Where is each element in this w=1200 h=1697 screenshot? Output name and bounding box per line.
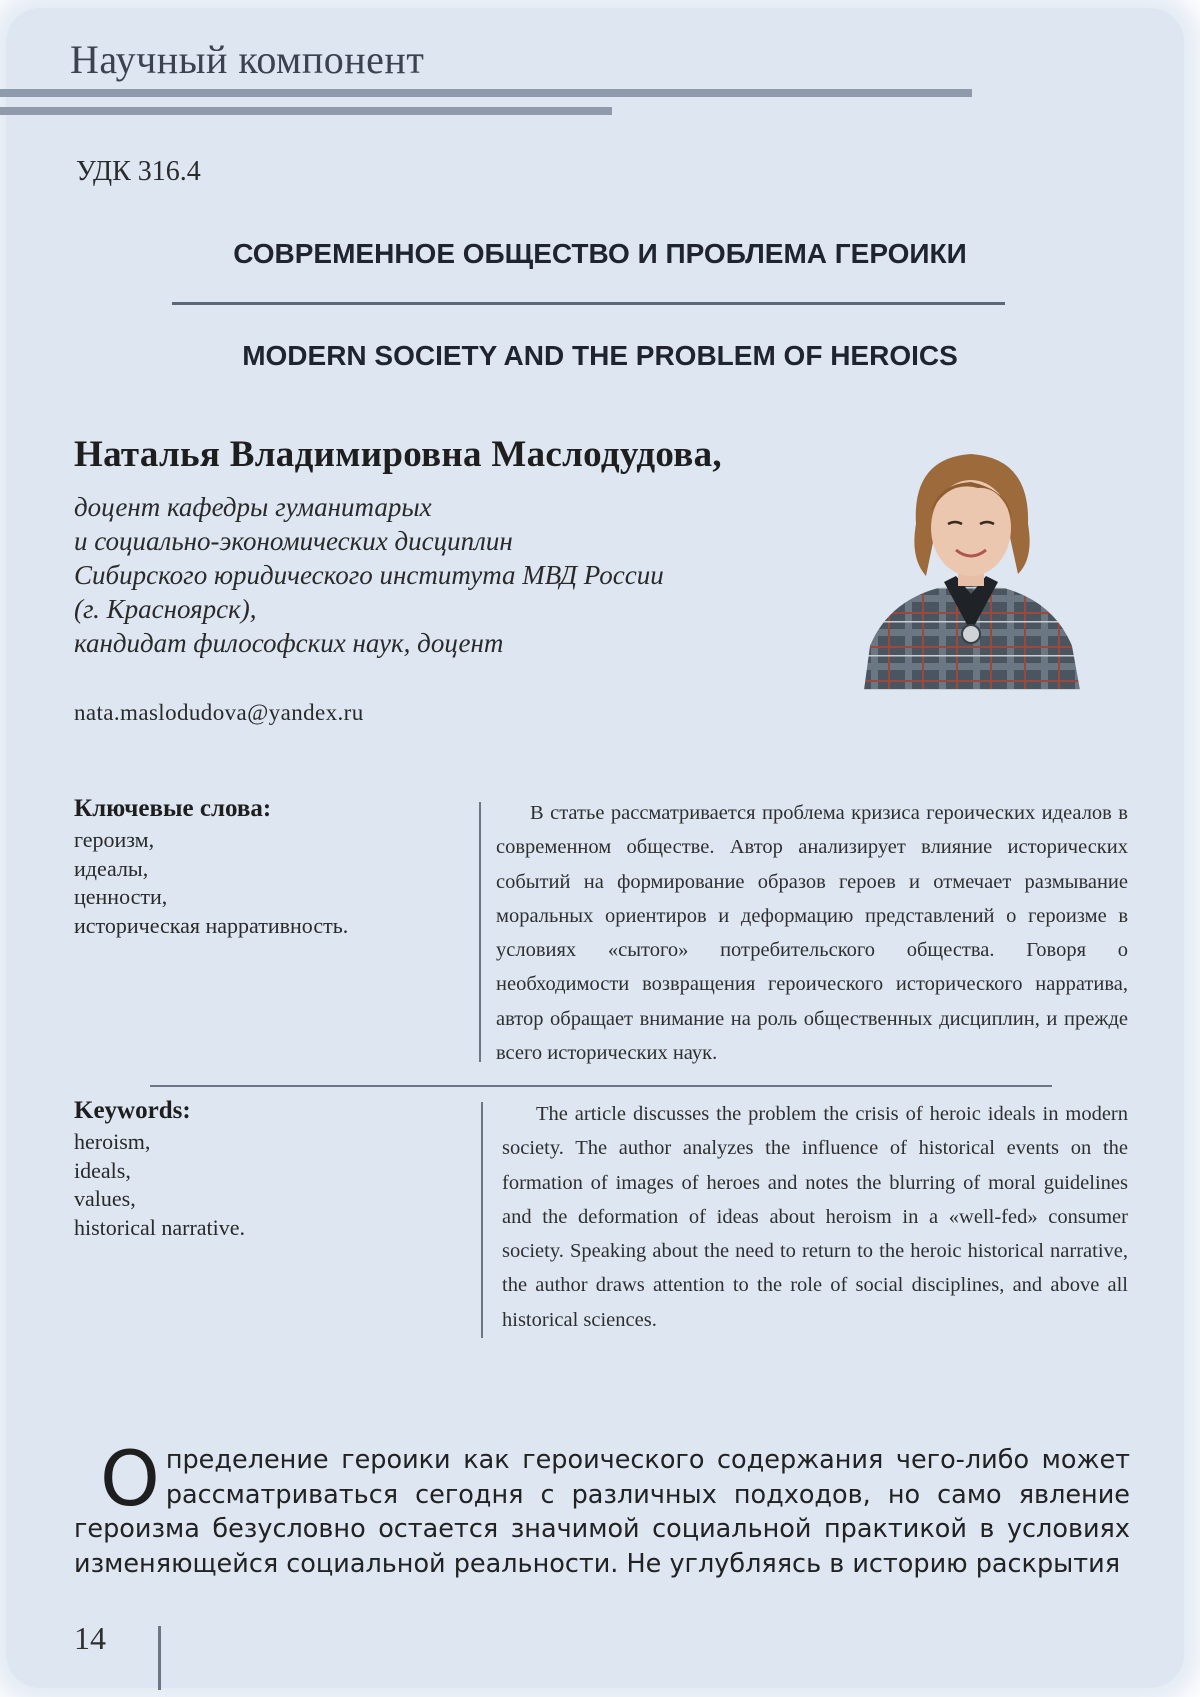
keyword-item: ценности, — [74, 883, 348, 912]
author-position — [74, 490, 664, 660]
drop-cap: О — [74, 1443, 166, 1511]
abstract-en-divider — [481, 1102, 483, 1338]
author-email: nata.maslodudova@yandex.ru — [74, 700, 364, 726]
header-bar-short — [0, 107, 612, 115]
author-name: Наталья Владимировна Маслодудова, — [74, 433, 722, 476]
keywords-ru-heading: Ключевые слова: — [74, 795, 271, 823]
journal-rubric: Научный компонент — [70, 36, 424, 83]
abstract-russian: В статье рассматривается проблема кризиса героических идеалов в современном обществе. Автор анализирует влияние исторических событий на формирование образов героев и отмечает размывание моральных ориентиров и деформацию представлений о героизме в условиях «сытого» потребительского общества. Говоря о необходимости возвращения героического исторического нарратива, автор обращает внимание на роль общественных дисциплин, и прежде всего исторических наук. — [496, 796, 1128, 1070]
author-position-line: Сибирского юридического института МВД России — [74, 558, 664, 592]
keyword-item: heroism, — [74, 1128, 245, 1157]
article-body-text: пределение героики как героического содержания чего-либо может рассматриваться сегодня с различных подходов, но само явление героизма безусловно остается значимой социальной практикой в условиях изменяющейся социальной реальности. Не углубляясь в историю раскрытия — [74, 1445, 1130, 1579]
author-position-line: (г. Красноярск), — [74, 592, 664, 626]
author-position-line: кандидат философских наук, доцент — [74, 626, 664, 660]
author-position-line: доцент кафедры гуманитарых — [74, 490, 664, 524]
udk-code: УДК 316.4 — [76, 156, 201, 188]
keyword-item: values, — [74, 1185, 245, 1214]
keywords-ru-list — [74, 826, 348, 940]
title-divider — [172, 302, 1005, 305]
section-divider — [150, 1085, 1052, 1087]
header-bar-long — [0, 89, 972, 97]
title-russian: СОВРЕМЕННОЕ ОБЩЕСТВО И ПРОБЛЕМА ГЕРОИКИ — [150, 238, 1050, 270]
page-number: 14 — [74, 1620, 106, 1657]
article-body — [74, 1443, 1130, 1581]
keyword-item: идеалы, — [74, 855, 348, 884]
keywords-en-list — [74, 1128, 245, 1242]
page-number-divider — [158, 1626, 161, 1690]
keyword-item: героизм, — [74, 826, 348, 855]
keywords-en-heading: Keywords: — [74, 1097, 191, 1125]
keyword-item: историческая нарративность. — [74, 912, 348, 941]
title-english: MODERN SOCIETY AND THE PROBLEM OF HEROICS — [150, 340, 1050, 372]
keyword-item: historical narrative. — [74, 1214, 245, 1243]
keyword-item: ideals, — [74, 1157, 245, 1186]
abstract-english: The article discusses the problem the crisis of heroic ideals in modern society. The author analyzes the influence of historical events on the formation of images of heroes and notes the blurring of moral guidelines and the deformation of ideas about heroism in a «well-fed» consumer society. Speaking about the need to return to the heroic historical narrative, the author draws attention to the role of social disciplines, and above all historical sciences. — [502, 1097, 1128, 1337]
author-photo — [858, 446, 1084, 690]
author-position-line: и социально-экономических дисциплин — [74, 524, 664, 558]
abstract-ru-divider — [479, 802, 481, 1062]
